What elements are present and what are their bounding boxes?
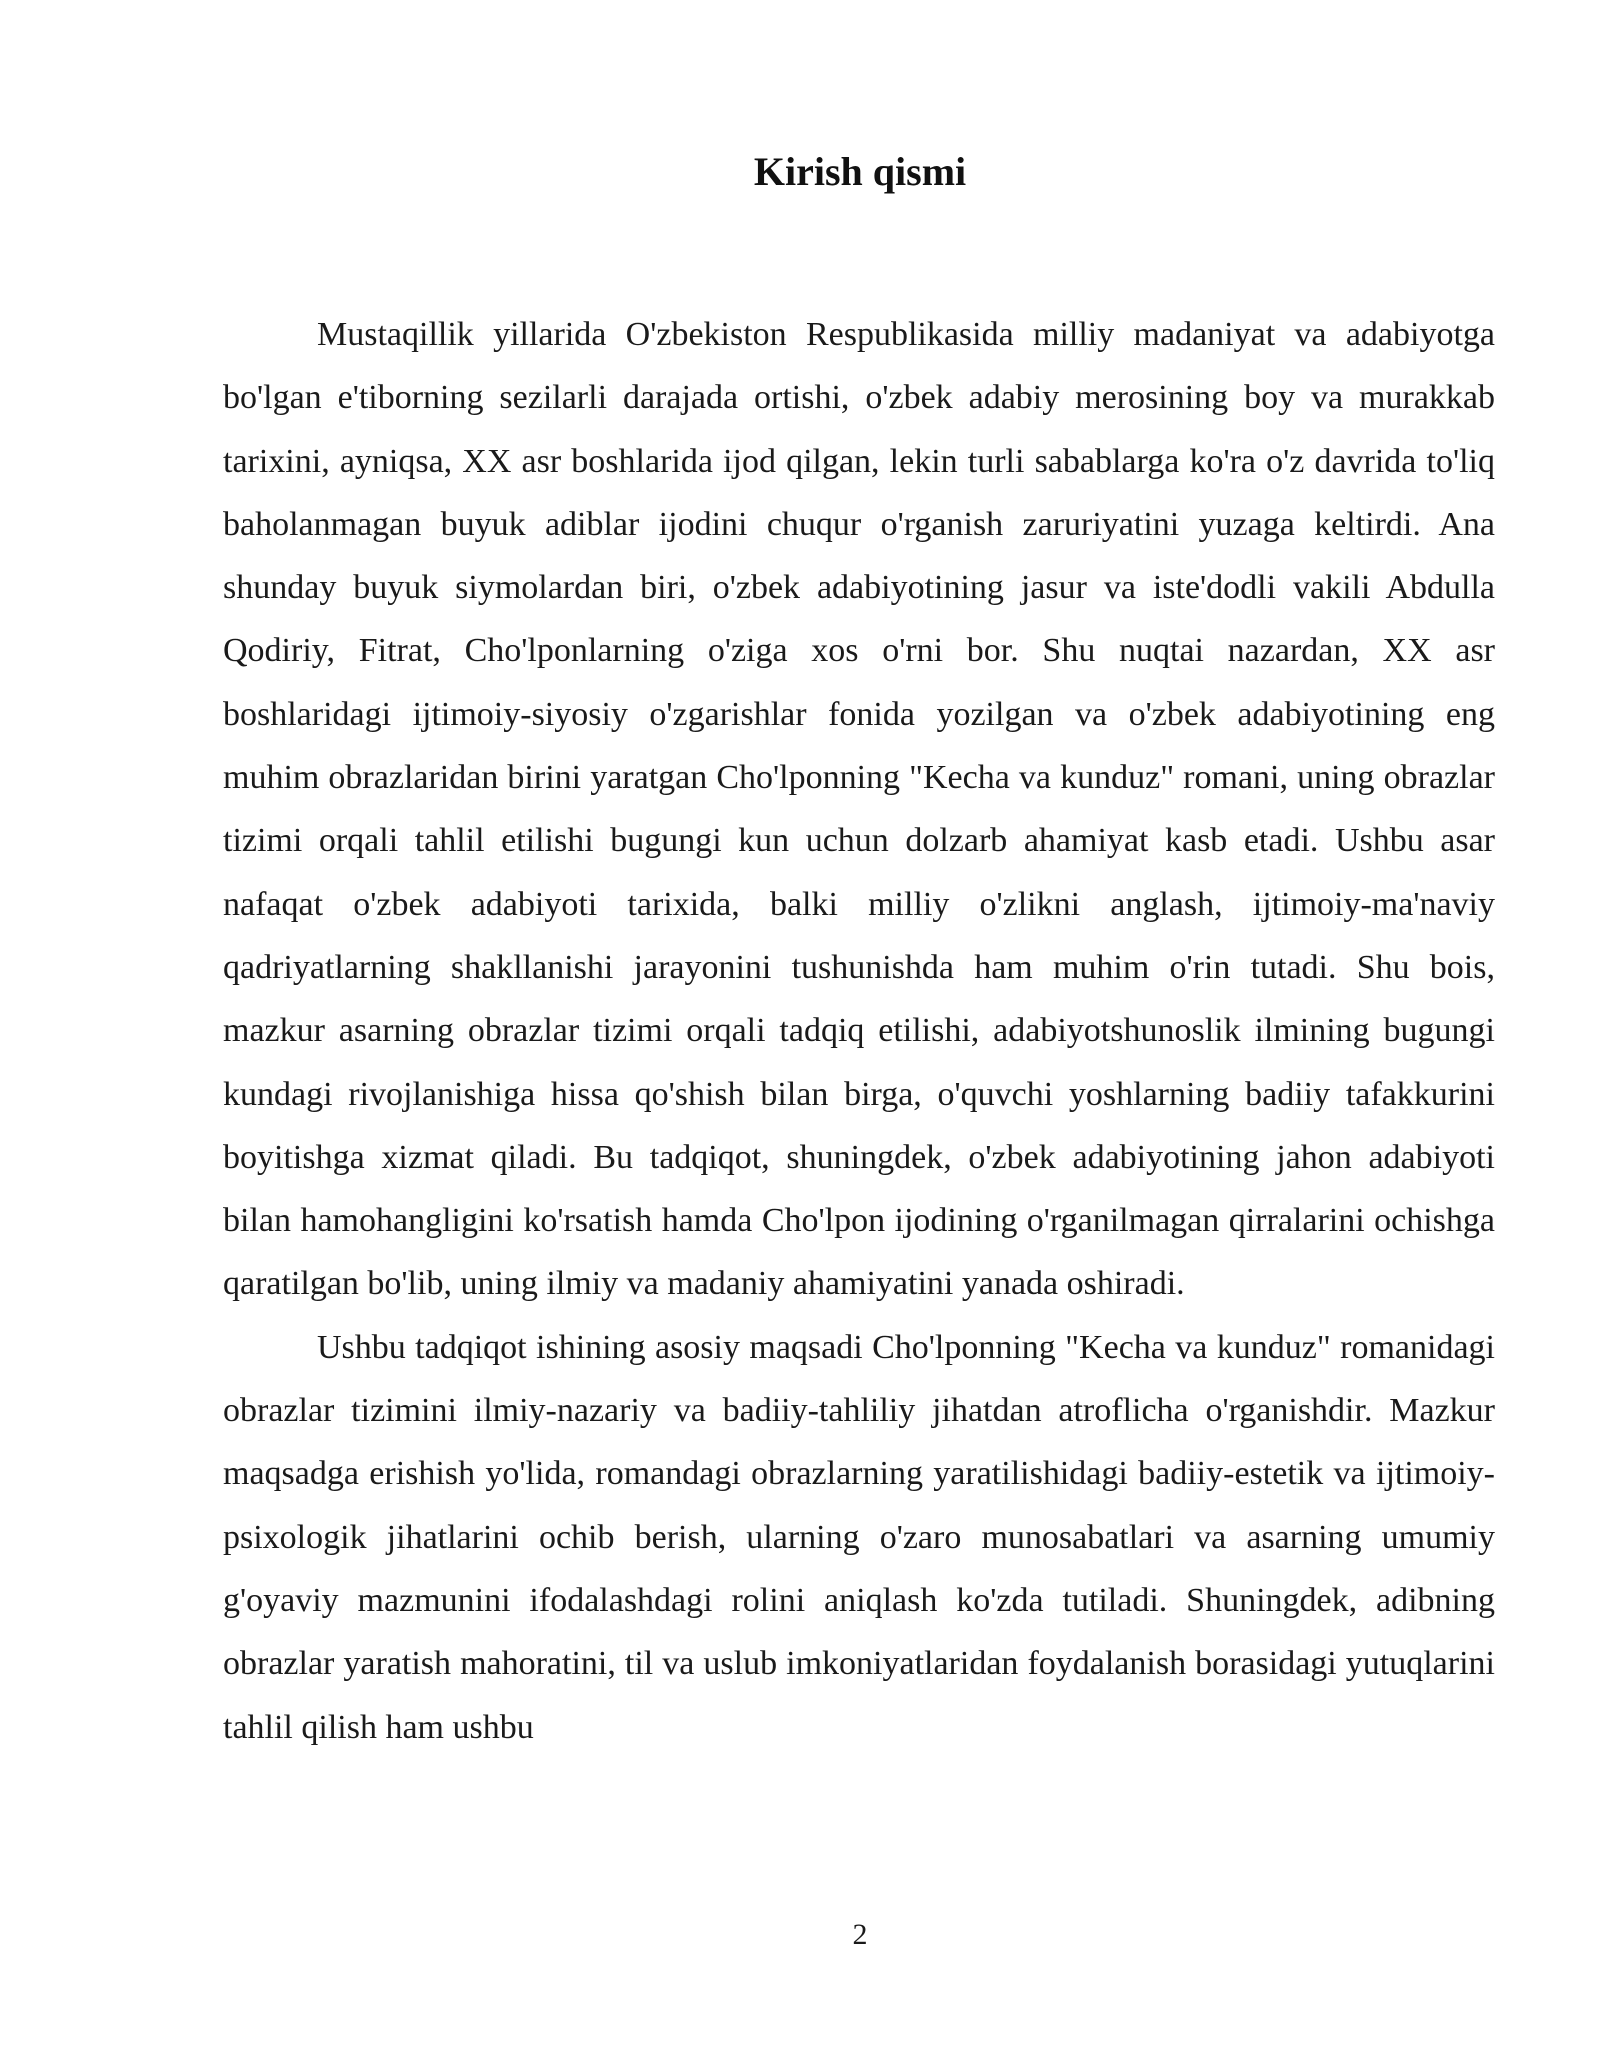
paragraph: Mustaqillik yillarida O'zbekiston Respublikasida milliy madaniyat va adabiyotga bo'lgan e'tiborning sezilarli darajada ortishi, o'zbek adabiy merosining boy va murakkab tarixini, ayniqsa, XX asr boshlarida ijod qilgan, lekin turli sabablarga ko'ra o'z davrida to'liq baholanmagan buyuk adiblar ijodini chuqur o'rganish zaruriyatini yuzaga keltirdi. Ana shunday buyuk siymolardan biri, o'zbek adabiyotining jasur va iste'dodli vakili Abdulla Qodiriy, Fitrat, Cho'lponlarning o'ziga xos o'rni bor. Shu nuqtai nazardan, XX asr boshlaridagi ijtimoiy-siyosiy o'zgarishlar fonida yozilgan va o'zbek adabiyotining eng muhim obrazlaridan birini yaratgan Cho'lponning "Kecha va kunduz" romani, uning obrazlar tizimi orqali tahlil etilishi bugungi kun uchun dolzarb ahamiyat kasb etadi. Ushbu asar nafaqat o'zbek adabiyoti tarixida, balki milliy o'zlikni anglash, ijtimoiy-ma'naviy qadriyatlarning shakllanishi jarayonini tushunishda ham muhim o'rin tutadi. Shu bois, mazkur asarning obrazlar tizimi orqali tadqiq etilishi, adabiyotshunoslik ilmining bugungi kundagi rivojlanishiga hissa qo'shish bilan birga, o'quvchi yoshlarning badiiy tafakkurini boyitishga xizmat qiladi. Bu tadqiqot, shuningdek, o'zbek adabiyotining jahon adabiyoti bilan hamohangligini ko'rsatish hamda Cho'lpon ijodining o'rganilmagan qirralarini ochishga qaratilgan bo'lib, uning ilmiy va madaniy ahamiyatini yanada oshiradi. — [223, 316, 1495, 1303]
paragraph: Ushbu tadqiqot ishining asosiy maqsadi Cho'lponning "Kecha va kunduz" romanidagi obrazlar tizimini ilmiy-nazariy va badiiy-tahliliy jihatdan atroflicha o'rganishdir. Mazkur maqsadga erishish yo'lida, romandagi obrazlarning yaratilishidagi badiiy-estetik va ijtimoiy-psixologik jihatlarini ochib berish, ularning o'zaro munosabatlari va asarning umumiy g'oyaviy mazmunini ifodalashdagi rolini aniqlash ko'zda tutiladi. Shuningdek, adibning obrazlar yaratish mahoratini, til va uslub imkoniyatlaridan foydalanish borasidagi yutuqlarini tahlil qilish ham ushbu — [223, 1328, 1495, 1746]
page-number: 2 — [852, 1918, 868, 1951]
body-text — [223, 303, 1495, 1759]
section-title: Kirish qismi — [753, 149, 967, 194]
